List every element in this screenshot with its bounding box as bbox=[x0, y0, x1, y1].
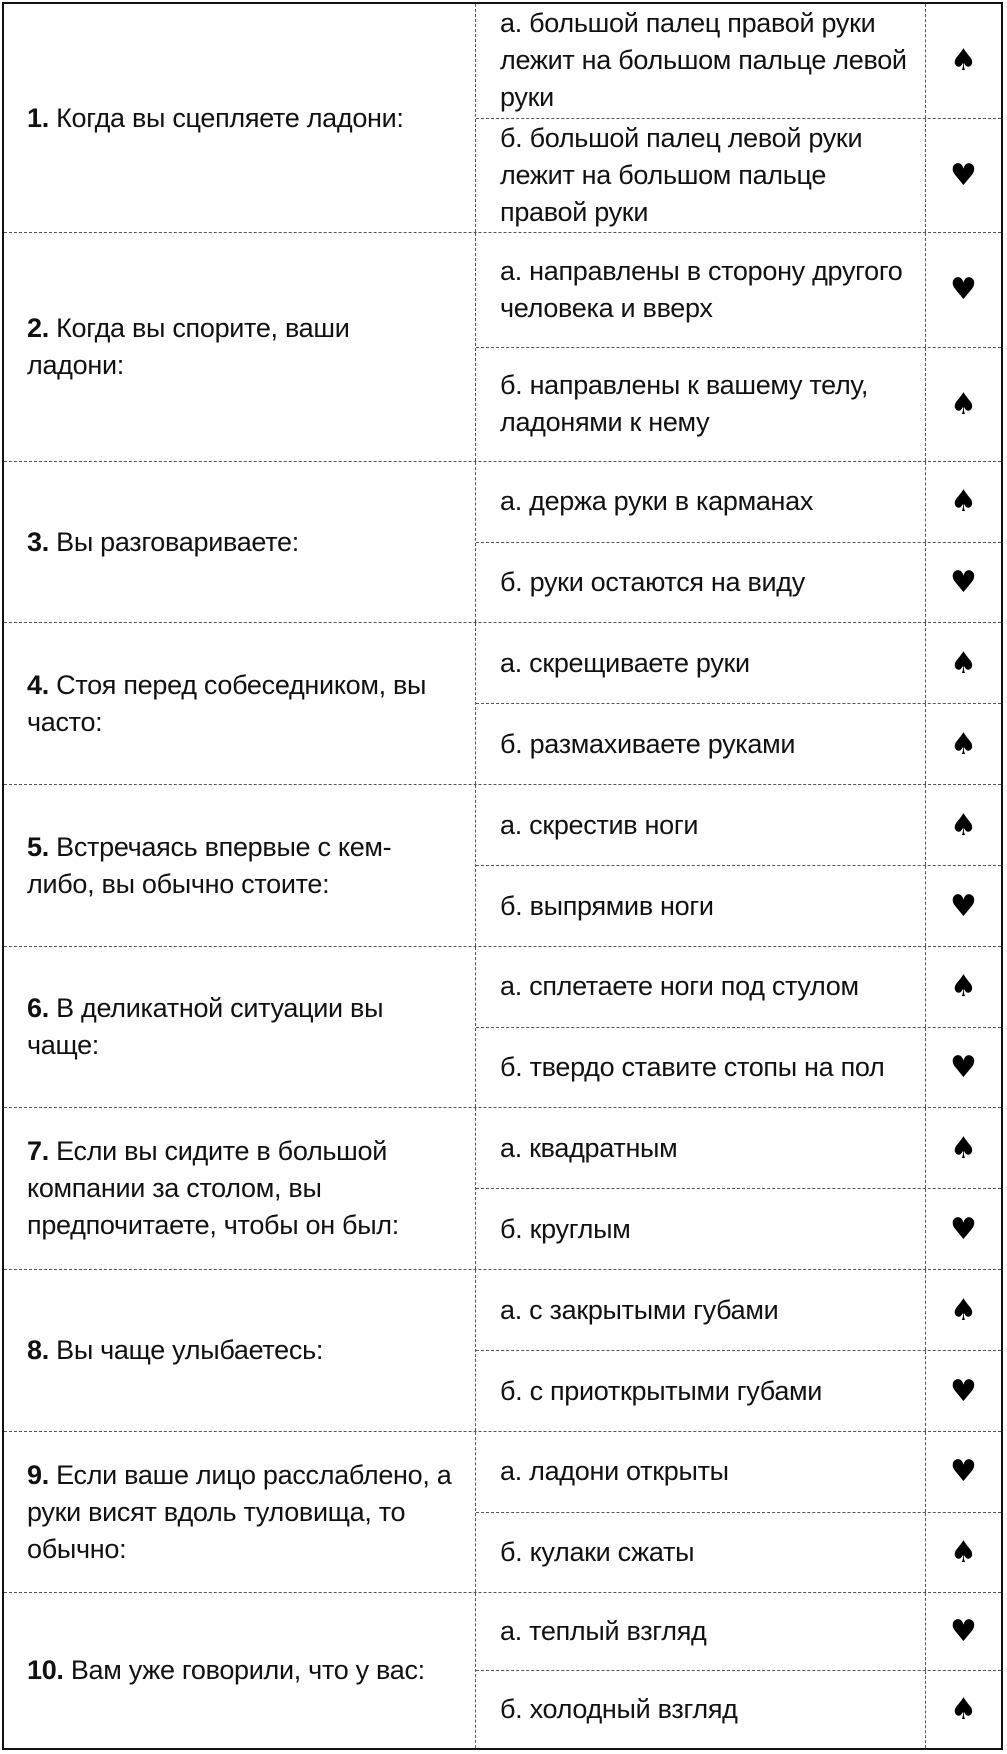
heart-icon: ♥ bbox=[950, 888, 977, 924]
question-cell bbox=[4, 785, 476, 946]
question-text bbox=[27, 1332, 323, 1369]
answer-row bbox=[476, 703, 1001, 784]
heart-icon: ♥ bbox=[950, 1049, 977, 1085]
heart-icon: ♥ bbox=[950, 157, 977, 193]
answers-group bbox=[476, 947, 1001, 1107]
answer-option-b: б. выпрямив ноги bbox=[476, 866, 926, 946]
question-label: Вы чаще улыбаетесь: bbox=[48, 1335, 324, 1365]
spade-icon: ♠ bbox=[950, 969, 977, 1005]
question-cell bbox=[4, 233, 476, 461]
answer-option-a: а. большой палец правой руки лежит на большом пальце левой руки bbox=[476, 4, 926, 118]
answer-row bbox=[476, 865, 1001, 946]
answer-row bbox=[476, 462, 1001, 542]
spade-icon: ♠ bbox=[950, 1130, 977, 1166]
answer-row bbox=[476, 347, 1001, 462]
answers-group bbox=[476, 623, 1001, 784]
question-row-4 bbox=[4, 623, 1001, 785]
question-row-7 bbox=[4, 1108, 1001, 1270]
question-row-6 bbox=[4, 947, 1001, 1108]
question-label: В деликатной ситуации вы чаще: bbox=[27, 993, 384, 1060]
spade-icon: ♠ bbox=[950, 1692, 977, 1727]
question-label: Когда вы сцепляете ладони: bbox=[48, 102, 404, 133]
quiz-table bbox=[2, 2, 1003, 1750]
question-number: 1. bbox=[27, 102, 49, 133]
answers-group bbox=[476, 462, 1001, 622]
answer-option-b: б. направлены к вашему телу, ладонями к нему bbox=[476, 348, 926, 462]
answer-option-a: а. направлены в сторону другого человека и вверх bbox=[476, 233, 926, 347]
answers-group bbox=[476, 1432, 1001, 1592]
question-cell bbox=[4, 1432, 476, 1592]
answer-option-b: б. большой палец левой руки лежит на большом пальце правой руки bbox=[476, 119, 926, 233]
question-cell bbox=[4, 1270, 476, 1431]
question-row-3 bbox=[4, 462, 1001, 623]
answers-group bbox=[476, 1108, 1001, 1269]
question-text bbox=[27, 524, 299, 561]
question-row-5 bbox=[4, 785, 1001, 947]
heart-icon: ♥ bbox=[950, 1454, 977, 1490]
question-number: 9. bbox=[27, 1459, 49, 1490]
question-text bbox=[27, 829, 453, 903]
answer-row bbox=[476, 1108, 1001, 1188]
question-number: 5. bbox=[27, 831, 49, 862]
question-number: 2. bbox=[27, 313, 49, 343]
question-number: 8. bbox=[27, 1335, 49, 1365]
answer-option-b: б. холодный взгляд bbox=[476, 1671, 926, 1748]
answers-group bbox=[476, 1593, 1001, 1748]
question-number: 3. bbox=[27, 526, 49, 557]
answer-row bbox=[476, 233, 1001, 347]
spade-icon: ♠ bbox=[950, 1292, 977, 1328]
question-text bbox=[27, 1457, 453, 1568]
answer-option-a: а. скрестив ноги bbox=[476, 785, 926, 865]
answer-option-b: б. кулаки сжаты bbox=[476, 1513, 926, 1593]
spade-icon: ♠ bbox=[950, 484, 977, 520]
answer-row bbox=[476, 1593, 1001, 1670]
answer-row bbox=[476, 1270, 1001, 1350]
answer-row bbox=[476, 1188, 1001, 1269]
question-label: Вы разговариваете: bbox=[48, 526, 299, 557]
question-text bbox=[27, 310, 453, 384]
answers-group bbox=[476, 1270, 1001, 1431]
question-label: Если вы сидите в большой компании за столом, вы предпочитаете, чтобы он был: bbox=[27, 1136, 399, 1240]
answer-option-a: а. квадратным bbox=[476, 1108, 926, 1188]
question-cell bbox=[4, 1593, 476, 1748]
answer-row bbox=[476, 1670, 1001, 1748]
answer-option-b: б. твердо ставите стопы на пол bbox=[476, 1028, 926, 1108]
heart-icon: ♥ bbox=[950, 272, 977, 308]
answer-row bbox=[476, 1027, 1001, 1108]
answer-row bbox=[476, 1432, 1001, 1512]
question-text bbox=[27, 1133, 453, 1244]
question-label: Вам уже говорили, что у вас: bbox=[63, 1655, 425, 1685]
answer-option-b: б. круглым bbox=[476, 1189, 926, 1269]
spade-icon: ♠ bbox=[950, 726, 977, 762]
question-label: Встречаясь впервые с кем-либо, вы обычно стоите: bbox=[27, 831, 392, 899]
question-row-1 bbox=[4, 4, 1001, 233]
question-text bbox=[27, 667, 453, 741]
answer-option-b: б. с приоткрытыми губами bbox=[476, 1351, 926, 1431]
answers-group bbox=[476, 4, 1001, 232]
question-row-10 bbox=[4, 1593, 1001, 1748]
answers-group bbox=[476, 785, 1001, 946]
answer-option-a: а. скрещиваете руки bbox=[476, 623, 926, 703]
question-cell bbox=[4, 947, 476, 1107]
answers-group bbox=[476, 233, 1001, 461]
answer-option-a: а. сплетаете ноги под стулом bbox=[476, 947, 926, 1027]
answer-row bbox=[476, 1350, 1001, 1431]
question-cell bbox=[4, 4, 476, 232]
answer-row bbox=[476, 623, 1001, 703]
answer-row bbox=[476, 785, 1001, 865]
heart-icon: ♥ bbox=[950, 1373, 977, 1409]
question-number: 6. bbox=[27, 993, 49, 1023]
heart-icon: ♥ bbox=[950, 1211, 977, 1247]
question-label: Если ваше лицо расслаблено, а руки висят вдоль туловища, то обычно: bbox=[27, 1459, 452, 1564]
question-cell bbox=[4, 623, 476, 784]
answer-option-a: а. с закрытыми губами bbox=[476, 1270, 926, 1350]
spade-icon: ♠ bbox=[950, 386, 977, 422]
question-number: 10. bbox=[27, 1655, 64, 1685]
spade-icon: ♠ bbox=[950, 645, 977, 681]
heart-icon: ♥ bbox=[950, 564, 977, 600]
question-label: Когда вы спорите, ваши ладони: bbox=[27, 313, 350, 380]
question-text bbox=[27, 1652, 425, 1689]
answer-row bbox=[476, 1512, 1001, 1593]
answer-row bbox=[476, 947, 1001, 1027]
question-row-8 bbox=[4, 1270, 1001, 1432]
question-cell bbox=[4, 462, 476, 622]
answer-row bbox=[476, 118, 1001, 233]
heart-icon: ♥ bbox=[950, 1614, 977, 1649]
spade-icon: ♠ bbox=[950, 1534, 977, 1570]
answer-option-a: а. теплый взгляд bbox=[476, 1593, 926, 1670]
answer-row bbox=[476, 542, 1001, 623]
question-number: 4. bbox=[27, 669, 49, 700]
answer-option-a: а. ладони открыты bbox=[476, 1432, 926, 1512]
question-text bbox=[27, 990, 453, 1064]
spade-icon: ♠ bbox=[950, 807, 977, 843]
question-text bbox=[27, 100, 404, 137]
answer-option-b: б. размахиваете руками bbox=[476, 704, 926, 784]
answer-row bbox=[476, 4, 1001, 118]
question-row-9 bbox=[4, 1432, 1001, 1593]
question-label: Стоя перед собеседником, вы часто: bbox=[27, 669, 427, 737]
question-row-2 bbox=[4, 233, 1001, 462]
answer-option-b: б. руки остаются на виду bbox=[476, 543, 926, 623]
question-number: 7. bbox=[27, 1136, 49, 1166]
answer-option-a: а. держа руки в карманах bbox=[476, 462, 926, 542]
question-cell bbox=[4, 1108, 476, 1269]
spade-icon: ♠ bbox=[950, 43, 977, 79]
